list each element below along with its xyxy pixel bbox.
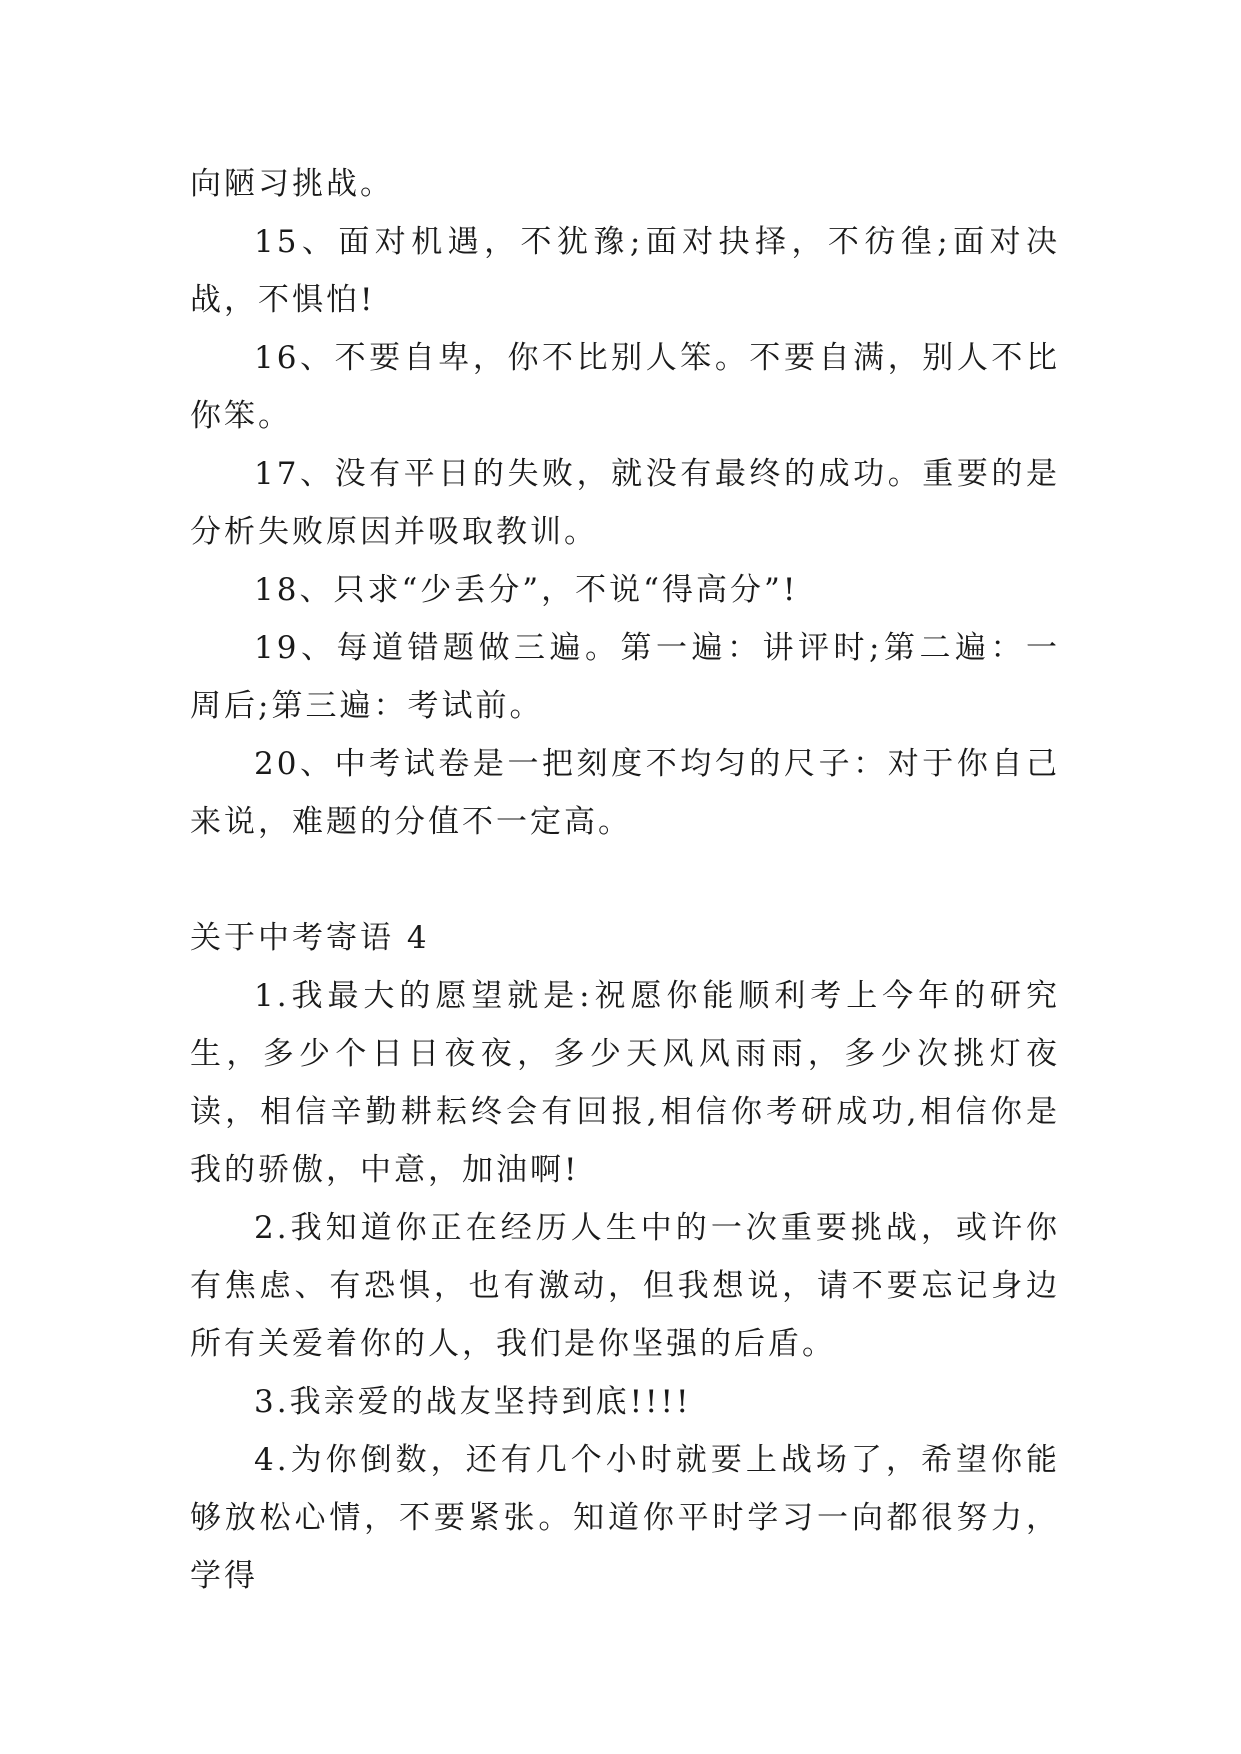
- list-item: 3.我亲爱的战友坚持到底!!!!: [254, 1384, 692, 1420]
- document-page: [190, 155, 1060, 1605]
- section-heading: 关于中考寄语 4: [190, 920, 430, 956]
- continuation-text: 向陋习挑战。: [190, 166, 394, 202]
- list-item: 18、只求“少丢分”，不说“得高分”!: [254, 572, 799, 608]
- list-item: 1.我最大的愿望就是:祝愿你能顺利考上今年的研究生，多少个日日夜夜，多少天风风雨雨，多少次挑灯夜读，相信辛勤耕耘终会有回报,相信你考研成功,相信你是我的骄傲，中意，加油啊!: [190, 978, 1060, 1188]
- list-item: 2.我知道你正在经历人生中的一次重要挑战，或许你有焦虑、有恐惧，也有激动，但我想说，请不要忘记身边所有关爱着你的人，我们是你坚强的后盾。: [190, 1210, 1060, 1362]
- list-item: 15、面对机遇，不犹豫;面对抉择，不彷徨;面对决战，不惧怕!: [190, 224, 1060, 318]
- list-item: 4.为你倒数，还有几个小时就要上战场了，希望你能够放松心情，不要紧张。知道你平时学习一向都很努力，学得: [190, 1442, 1060, 1594]
- list-item: 20、中考试卷是一把刻度不均匀的尺子：对于你自己来说，难题的分值不一定高。: [190, 746, 1060, 840]
- list-item: 17、没有平日的失败，就没有最终的成功。重要的是分析失败原因并吸取教训。: [190, 456, 1060, 550]
- list-item: 19、每道错题做三遍。第一遍：讲评时;第二遍：一周后;第三遍：考试前。: [190, 630, 1060, 724]
- list-item: 16、不要自卑，你不比别人笨。不要自满，别人不比你笨。: [190, 340, 1060, 434]
